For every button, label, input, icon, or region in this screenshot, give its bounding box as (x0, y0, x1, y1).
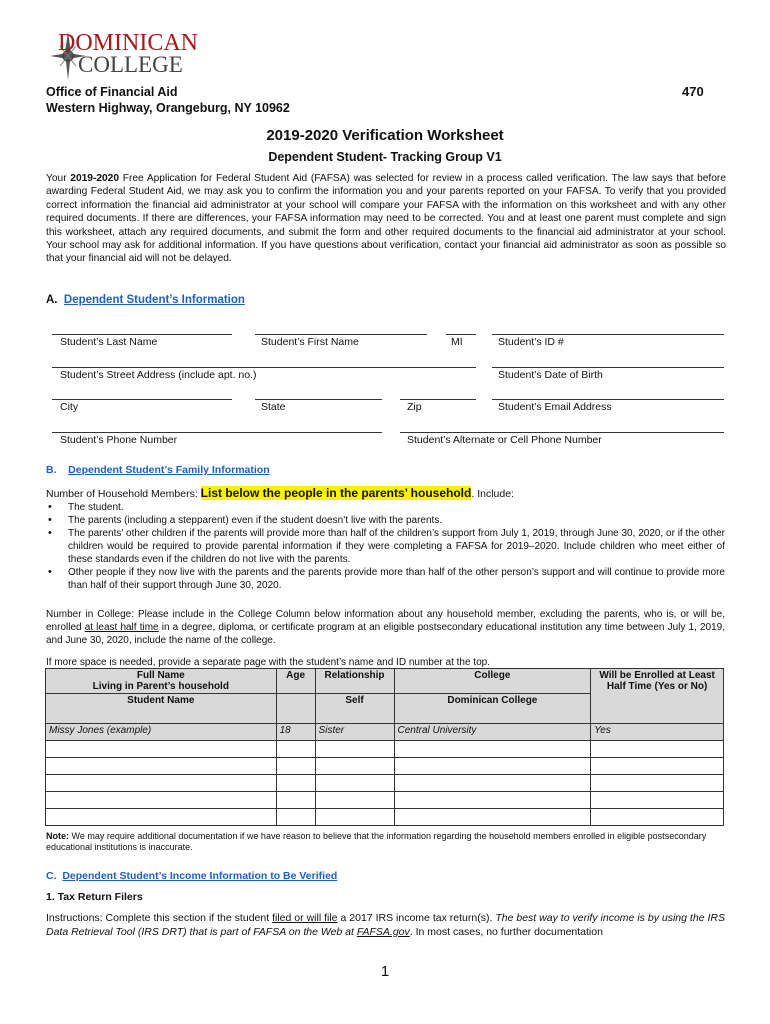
blank-cell[interactable] (46, 809, 277, 826)
section-b-heading: B. Dependent Student’s Family Information (46, 464, 270, 476)
blank-cell[interactable] (394, 741, 591, 758)
blank-cell[interactable] (315, 775, 394, 792)
student-relationship-cell: Self (315, 694, 394, 724)
table-row (46, 741, 724, 758)
page-title: 2019-2020 Verification Worksheet (266, 127, 504, 144)
mi-label: MI (451, 336, 463, 348)
dob-line[interactable] (492, 367, 724, 368)
blank-cell[interactable] (46, 775, 277, 792)
example-age-cell: 18 (276, 724, 315, 741)
header-full-name: Full Name Living in Parent’s household (46, 669, 277, 694)
household-members-line: Number of Household Members: List below the people in the parents’ household. Include: (46, 486, 514, 500)
page-subtitle: Dependent Student- Tracking Group V1 (268, 150, 502, 164)
blank-cell[interactable] (591, 758, 724, 775)
email-line[interactable] (492, 399, 724, 400)
street-line[interactable] (52, 367, 476, 368)
section-c-heading: C. Dependent Student’s Income Information to Be Verified (46, 870, 338, 882)
number-in-college-paragraph: Number in College: Please include in the College Column below information about any household member, excluding the parents, who is, or will be, enrolled at least half time in a degree, diploma, or certificate program at an eligible postsecondary educational institution any time between July 1, 2019, and June 30, 2020, include the name of the college. (46, 609, 726, 646)
example-college-cell: Central University (394, 724, 591, 741)
section-a-heading: A. Dependent Student’s Information (46, 294, 245, 306)
header-college: College (394, 669, 591, 694)
blank-cell[interactable] (591, 809, 724, 826)
student-college-cell: Dominican College (394, 694, 591, 724)
city-label: City (60, 401, 79, 413)
blank-cell[interactable] (46, 741, 277, 758)
first-name-label: Student’s First Name (261, 336, 359, 348)
last-name-line[interactable] (52, 334, 232, 335)
blank-cell[interactable] (394, 758, 591, 775)
alt-phone-label: Student’s Alternate or Cell Phone Number (407, 434, 602, 446)
dominican-college-logo (46, 26, 216, 86)
blank-cell[interactable] (394, 809, 591, 826)
intro-paragraph: Your 2019-2020 Free Application for Federal Student Aid (FAFSA) was selected for review in a process called verification. The law says that before awarding Federal Student Aid, we may ask you to confirm the information you and your parents reported on your FAFSA. To verify that you provided correct information the financial aid administrator at your school will compare your FAFSA with the information on this worksheet and with any other required documents. If there are differences, your FAFSA information may need to be corrected. You and at least one parent must complete and sign this worksheet, attach any required documents, and submit the form and other required documents to the financial aid administrator at your school. Your school may ask for additional information. If you have questions about verification, contact your financial aid administrator as soon as possible so that your financial aid will not be delayed. (46, 173, 726, 265)
alt-phone-line[interactable] (400, 432, 724, 433)
zip-label: Zip (407, 401, 422, 413)
tax-return-filers-heading: 1. Tax Return Filers (46, 891, 143, 903)
blank-cell[interactable] (276, 758, 315, 775)
page-number: 1 (380, 963, 390, 980)
state-label: State (261, 401, 286, 413)
blank-cell[interactable] (276, 792, 315, 809)
example-enrolled-cell: Yes (591, 724, 724, 741)
blank-cell[interactable] (46, 792, 277, 809)
blank-cell[interactable] (276, 775, 315, 792)
street-label: Student’s Street Address (include apt. no.) (60, 369, 257, 381)
header-enrolled: Will be Enrolled at Least Half Time (Yes or No) (591, 669, 724, 724)
office-address (46, 84, 290, 116)
mi-line[interactable] (446, 334, 476, 335)
table-note: Note: We may require additional documentation if we have reason to believe that the information regarding the household members enrolled in eligible postsecondary educational institutions is inaccurate. (46, 831, 707, 852)
example-relationship-cell: Sister (315, 724, 394, 741)
blank-cell[interactable] (315, 792, 394, 809)
phone-line[interactable] (52, 432, 382, 433)
blank-cell[interactable] (46, 758, 277, 775)
office-street: Western Highway, Orangeburg, NY 10962 (46, 101, 290, 115)
household-table (45, 668, 724, 826)
office-name: Office of Financial Aid (46, 85, 178, 99)
example-name-cell: Missy Jones (example) (46, 724, 277, 741)
blank-cell[interactable] (315, 758, 394, 775)
logo-text-bottom: COLLEGE (78, 52, 183, 77)
zip-line[interactable] (400, 399, 476, 400)
logo-text-top: DOMINICAN (58, 30, 198, 56)
list-item: • The parents (including a stepparent) even if the student doesn’t live with the parents. (68, 514, 725, 527)
household-highlight: List below the people in the parents’ household (200, 486, 472, 500)
more-space-note: If more space is needed, provide a separate page with the student’s name and ID number at the top. (46, 657, 490, 668)
table-row (46, 758, 724, 775)
blank-cell[interactable] (591, 792, 724, 809)
table-row (46, 775, 724, 792)
phone-label: Student’s Phone Number (60, 434, 178, 446)
list-item: • The student. (68, 501, 725, 514)
first-name-line[interactable] (255, 334, 427, 335)
list-item: • The parents’ other children if the parents will provide more than half of the children’s support from July 1, 2019, through June 30, 2020, or if the other children would be required to provide parental information if they were completing a FAFSA for 2019–2020. Include children who meet either of these standards even if the children do not live with the parents. (68, 527, 725, 566)
blank-cell[interactable] (591, 741, 724, 758)
student-id-line[interactable] (492, 334, 724, 335)
table-row (46, 809, 724, 826)
form-code: 470 (682, 84, 704, 99)
state-line[interactable] (255, 399, 382, 400)
blank-cell[interactable] (394, 775, 591, 792)
header-relationship: Relationship (315, 669, 394, 694)
fafsa-link[interactable]: FAFSA.gov (356, 926, 410, 938)
table-row (46, 792, 724, 809)
blank-cell[interactable] (591, 775, 724, 792)
email-label: Student’s Email Address (498, 401, 612, 413)
instructions-paragraph: Instructions: Complete this section if the student filed or will file a 2017 IRS income tax return(s). The best way to verify income is by using the IRS Data Retrieval Tool (IRS DRT) that is part of FAFSA on the Web at FAFSA.gov. In most cases, no further documentation (46, 912, 725, 938)
list-item: • Other people if they now live with the parents and the parents provide more than half of the other person’s support and will continue to provide more than half of their support through June 30, 2020. (68, 566, 725, 592)
student-age-cell[interactable] (276, 694, 315, 724)
student-id-label: Student’s ID # (498, 336, 564, 348)
table-row (46, 724, 724, 741)
dob-label: Student’s Date of Birth (498, 369, 603, 381)
city-line[interactable] (52, 399, 232, 400)
blank-cell[interactable] (315, 809, 394, 826)
blank-cell[interactable] (276, 809, 315, 826)
household-bullets (46, 501, 725, 592)
header-age: Age (276, 669, 315, 694)
blank-cell[interactable] (394, 792, 591, 809)
blank-cell[interactable] (276, 741, 315, 758)
blank-cell[interactable] (315, 741, 394, 758)
student-name-cell: Student Name (46, 694, 277, 724)
last-name-label: Student’s Last Name (60, 336, 158, 348)
